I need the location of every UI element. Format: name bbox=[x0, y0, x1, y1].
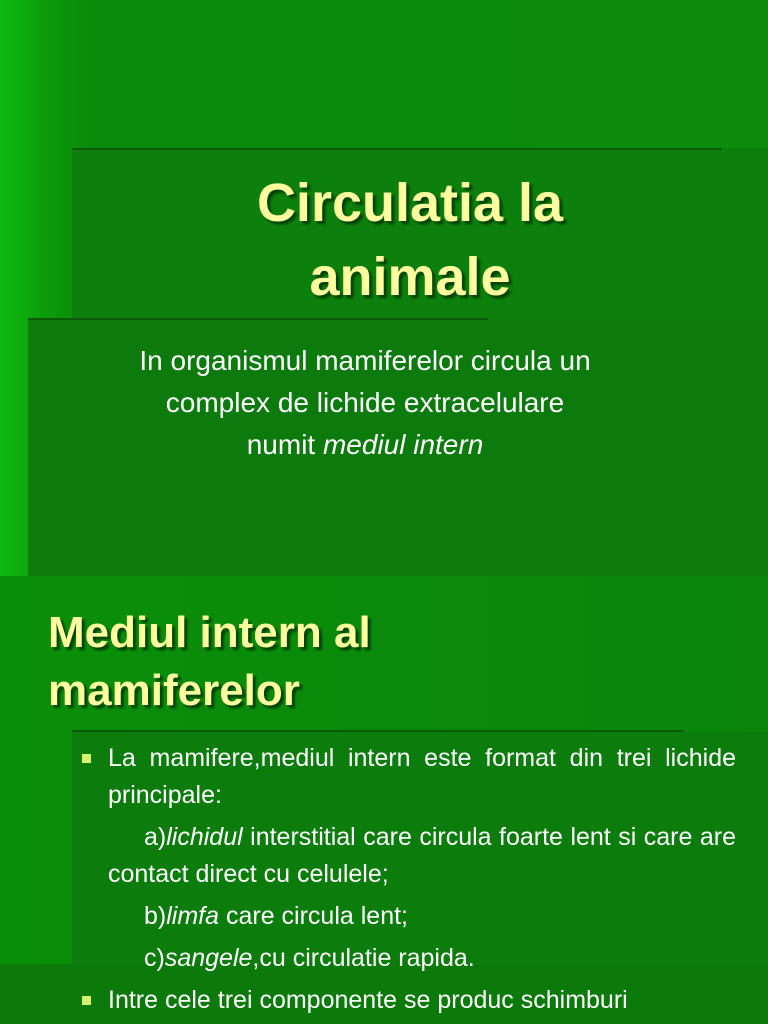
subtitle-line bbox=[60, 424, 670, 466]
decorative-rule bbox=[72, 730, 684, 732]
subtitle-text: numit bbox=[246, 429, 323, 460]
slide-title bbox=[130, 166, 690, 314]
title-line: Mediul intern al bbox=[48, 608, 371, 657]
subtitle-line: complex de lichide extracelulare bbox=[165, 387, 565, 418]
sub-item-b bbox=[82, 898, 736, 935]
item-text: care circula lent; bbox=[219, 902, 408, 930]
sub-item-a bbox=[82, 819, 736, 893]
item-label: c) bbox=[144, 944, 165, 972]
square-bullet-icon bbox=[82, 754, 91, 763]
bullet-text: Intre cele trei componente se produc schimburi bbox=[108, 986, 628, 1014]
sub-item-c bbox=[82, 940, 736, 977]
emphasis-text: mediul intern bbox=[322, 429, 484, 460]
item-text: ,cu circulatie rapida. bbox=[252, 944, 475, 972]
item-text: interstitial care circula foarte lent si care are contact direct cu celulele; bbox=[108, 823, 736, 888]
item-label: b) bbox=[144, 902, 167, 930]
emphasis-text: limfa bbox=[166, 902, 220, 930]
bullet-item bbox=[82, 740, 736, 814]
decorative-rule bbox=[72, 148, 722, 150]
decorative-rule bbox=[28, 318, 488, 320]
slide-subtitle bbox=[60, 340, 670, 466]
emphasis-text: lichidul bbox=[166, 823, 243, 851]
subtitle-line: In organismul mamiferelor circula un bbox=[139, 345, 591, 376]
item-label: a) bbox=[144, 823, 167, 851]
bullet-text: La mamifere,mediul intern este format din trei lichide principale: bbox=[108, 744, 736, 809]
title-line: Circulatia la bbox=[256, 173, 564, 233]
slide-body bbox=[82, 740, 736, 1024]
slide-title bbox=[48, 604, 688, 720]
title-line: animale bbox=[309, 247, 511, 307]
square-bullet-icon bbox=[82, 996, 91, 1005]
bullet-item bbox=[82, 982, 736, 1019]
emphasis-text: sangele bbox=[164, 944, 253, 972]
title-line: mamiferelor bbox=[48, 666, 300, 715]
